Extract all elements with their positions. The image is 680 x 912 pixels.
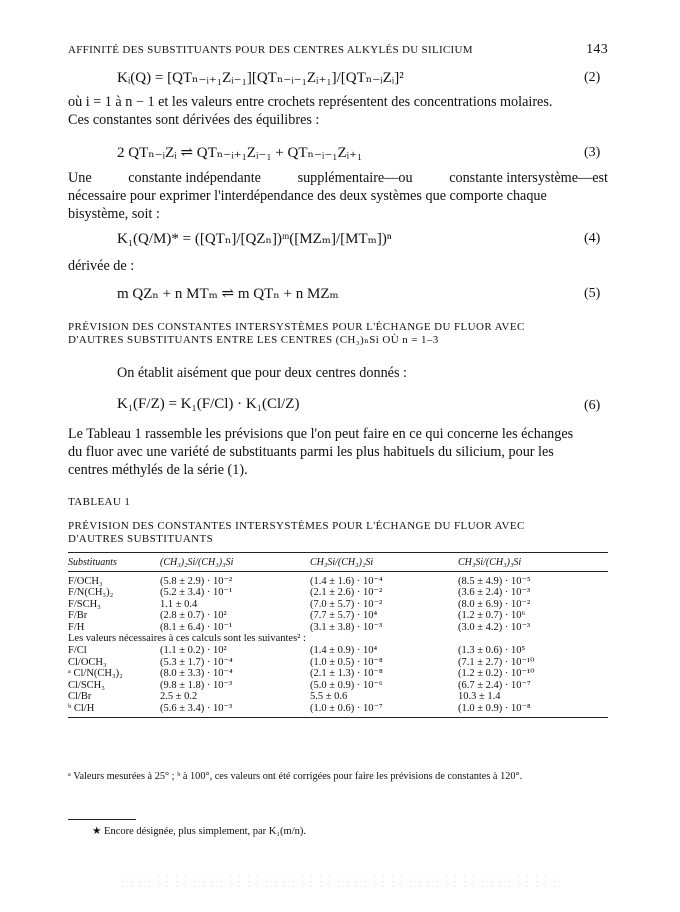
table-cell: (7.1 ± 2.7) · 10⁻¹⁰ [458,656,535,668]
table-cell: (5.2 ± 3.4) · 10⁻¹ [160,587,233,599]
table-row [68,610,608,622]
text-fragment: constante indépendante [128,170,261,186]
table-cell: (1.2 ± 0.7) · 10⁶ [458,610,526,622]
text-line [68,169,608,187]
table-cell: Cl/Br [68,691,92,703]
table-caption: PRÉVISION DES CONSTANTES INTERSYSTÈMES POUR L'ÉCHANGE DU FLUOR AVEC [68,520,525,532]
table-cell: (5.3 ± 1.7) · 10⁻⁴ [160,656,233,668]
table-cell: F/SCH₃ [68,598,101,610]
equation-3-number: (3) [584,145,601,160]
table-row [68,645,608,657]
table-row [68,691,608,703]
table-cell: F/Cl [68,645,87,657]
table-note: Les valeurs nécessaires à ces calculs sont les suivantes² : [68,633,306,645]
table-cell: (5.0 ± 0.9) · 10⁻⁶ [310,679,383,691]
table-cell: ᵇ Cl/H [68,703,160,717]
table-cell: F/H [68,621,85,633]
text-line: bisystème, soit : [68,206,160,222]
table-row [68,622,608,634]
table-cell: ᵃ Cl/N(CH₃)₂ [68,668,123,680]
equation-4: K₁(Q/M)* = ([QTₙ]/[QZₙ])ᵐ([MZₘ]/[MTₘ])ⁿ [117,231,392,247]
column-header: CH₃Si/(CH₃)₃Si [458,553,608,572]
table-cell: F/OCH₃ [68,575,103,587]
table-cell: (2.8 ± 0.7) · 10² [160,610,227,622]
text-fragment: supplémentaire—ou [297,170,413,186]
table-cell: Cl/OCH₃ [68,656,107,668]
text-line: Ces constantes sont dérivées des équilibres : [68,112,320,128]
table-cell: (3.1 ± 3.8) · 10⁻³ [310,621,383,633]
table-label: TABLEAU 1 [68,496,131,508]
table-cell: (2.1 ± 1.3) · 10⁻⁸ [310,668,383,680]
table-cell: 1.1 ± 0.4 [160,598,198,610]
equation-4-number: (4) [584,231,601,246]
text-line: nécessaire pour exprimer l'interdépendance des deux systèmes que comporte chaque [68,188,547,204]
table-cell: 2.5 ± 0.2 [160,691,198,703]
table-cell: (1.0 ± 0.9) · 10⁻⁸ [458,703,608,717]
table-cell: (8.0 ± 3.3) · 10⁻⁴ [160,668,233,680]
table-row [68,703,608,717]
table-cell: (8.5 ± 4.9) · 10⁻⁵ [458,575,531,587]
table-row [68,587,608,599]
table-cell: F/N(CH₃)₂ [68,587,114,599]
table-cell: (6.7 ± 2.4) · 10⁻⁷ [458,679,531,691]
table-cell: (1.0 ± 0.6) · 10⁻⁷ [310,703,458,717]
text-line: où i = 1 à n − 1 et les valeurs entre crochets représentent des concentrations molaires. [68,94,553,110]
page-number: 143 [586,42,608,57]
text-fragment: constante intersystème—est [449,170,608,186]
table-cell: (7.0 ± 5.7) · 10⁻² [310,598,383,610]
column-header: (CH₃)₂Si/(CH₃)₃Si [160,553,310,572]
section-heading: D'AUTRES SUBSTITUANTS ENTRE LES CENTRES (CH₃)ₙSi OÙ n = 1–3 [68,334,439,346]
table-cell: Cl/SCH₃ [68,679,105,691]
table-row [68,680,608,692]
scan-noise [118,874,558,888]
section-heading: PRÉVISION DES CONSTANTES INTERSYSTÈMES POUR L'ÉCHANGE DU FLUOR AVEC [68,321,525,333]
equation-2-number: (2) [584,70,601,85]
equation-3: 2 QTₙ₋ᵢZᵢ ⇌ QTₙ₋ᵢ₊₁Zᵢ₋₁ + QTₙ₋ᵢ₋₁Zᵢ₊₁ [117,145,363,161]
table-cell: (9.8 ± 1.8) · 10⁻³ [160,679,233,691]
table-cell: (8.0 ± 6.9) · 10⁻² [458,598,531,610]
equation-5: m QZₙ + n MTₘ ⇌ m QTₙ + n MZₘ [117,286,339,302]
table-cell: (1.4 ± 1.6) · 10⁻⁴ [310,575,383,587]
table-1 [68,552,608,718]
running-title: AFFINITÉ DES SUBSTITUANTS POUR DES CENTRES ALKYLÉS DU SILICIUM [68,44,473,56]
table-cell: (1.4 ± 0.9) · 10⁴ [310,645,378,657]
table-cell: (7.7 ± 5.7) · 10⁴ [310,610,378,622]
table-cell: (8.1 ± 6.4) · 10⁻¹ [160,621,233,633]
table-caption: D'AUTRES SUBSTITUANTS [68,533,214,545]
table-row [68,576,608,588]
table-cell: (1.1 ± 0.2) · 10² [160,645,227,657]
text-line: Le Tableau 1 rassemble les prévisions que l'on peut faire en ce qui concerne les échanges [68,426,574,442]
equation-2: Kᵢ(Q) = [QTₙ₋ᵢ₊₁Zᵢ₋₁][QTₙ₋ᵢ₋₁Zᵢ₊₁]/[QTₙ₋ᵢZᵢ]² [117,70,404,86]
footnote-rule [68,819,136,820]
running-header [68,44,608,58]
table-cell: (5.8 ± 2.9) · 10⁻² [160,575,233,587]
page-footnote: ★ Encore désignée, plus simplement, par K₁(m/n). [92,826,306,837]
table-cell: F/Br [68,610,88,622]
table-cell: (3.0 ± 4.2) · 10⁻³ [458,621,531,633]
text-line: centres méthylés de la série (1). [68,462,248,478]
table-header-row [68,553,608,572]
table-row [68,657,608,669]
equation-6-number: (6) [584,398,601,413]
table-cell: (3.6 ± 2.4) · 10⁻³ [458,587,531,599]
equation-6: K₁(F/Z) = K₁(F/Cl) · K₁(Cl/Z) [117,396,300,412]
table-footnote: ᵃ Valeurs mesurées à 25° ; ᵇ à 100°, ces valeurs ont été corrigées pour faire les prévisions de constantes à 120°. [68,771,523,782]
table-cell: (2.1 ± 2.6) · 10⁻² [310,587,383,599]
text-line: dérivée de : [68,258,135,274]
table-cell: (5.6 ± 3.4) · 10⁻³ [160,703,310,717]
table-note-row [68,633,608,645]
table-row [68,668,608,680]
table-cell: (1.2 ± 0.2) · 10⁻¹⁰ [458,668,535,680]
table-cell: 10.3 ± 1.4 [458,691,501,703]
table-cell: 5.5 ± 0.6 [310,691,348,703]
equation-5-number: (5) [584,286,601,301]
text-fragment: Une [68,170,92,186]
column-header: Substituants [68,553,160,572]
text-line: On établit aisément que pour deux centres donnés : [117,365,407,381]
table-cell: (1.0 ± 0.5) · 10⁻⁸ [310,656,383,668]
column-header: CH₃Si/(CH₃)₂Si [310,553,458,572]
table-cell: (1.3 ± 0.6) · 10⁵ [458,645,526,657]
table-row [68,599,608,611]
text-line: du fluor avec une variété de substituants parmi les plus habituels du silicium, pour les [68,444,554,460]
